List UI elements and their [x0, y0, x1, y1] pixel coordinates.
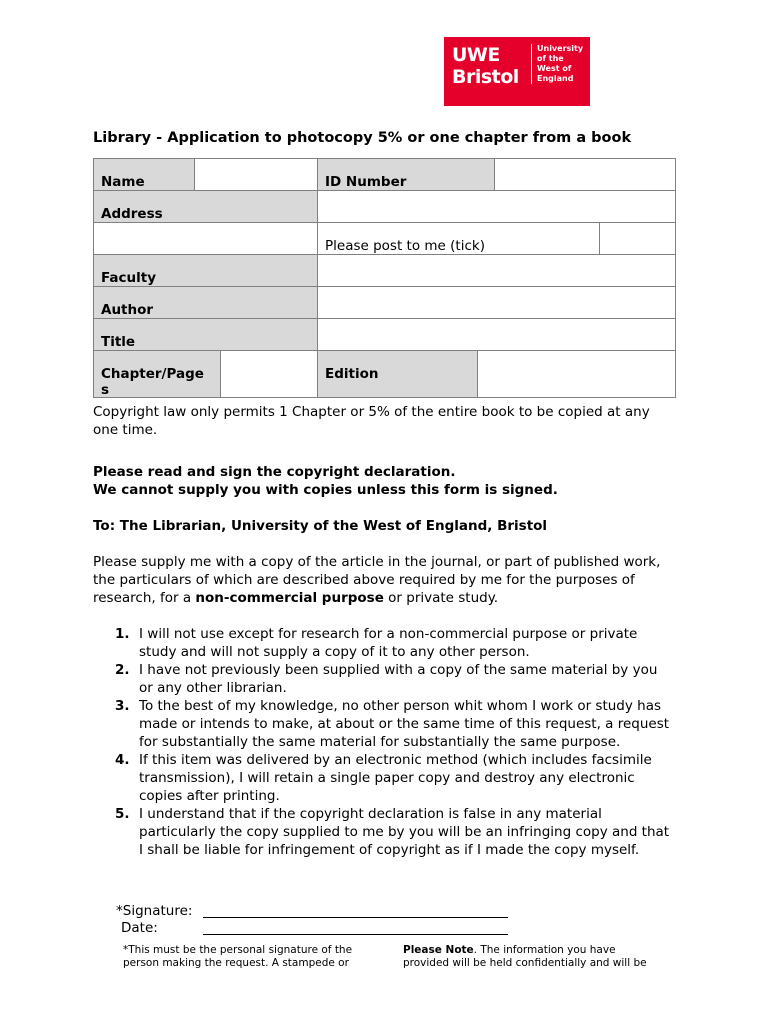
date-label: Date:	[121, 920, 158, 936]
declaration-warning	[93, 463, 673, 499]
copyright-note: Copyright law only permits 1 Chapter or 5% of the entire book to be copied at any one time.	[93, 404, 650, 438]
logo-subtitle	[537, 44, 583, 84]
list-item	[93, 805, 673, 859]
footnote-privacy-bold: Please Note	[403, 944, 474, 956]
logo-brand-line2: Bristol	[452, 66, 519, 88]
footnote-privacy-text: . The information you have provided will be held confidentially and will be	[403, 944, 647, 969]
logo-sub-line4: England	[537, 74, 574, 83]
list-item-number: 3.	[115, 698, 130, 714]
post-label: Please post to me (tick)	[325, 238, 485, 254]
faculty-label: Faculty	[101, 270, 157, 286]
request-part1: Please supply me with a copy of the article in the journal, or part of published work, the particulars of which are described above required by me for the purposes of research, for a	[93, 554, 661, 606]
logo-sub-line1: University	[537, 44, 584, 53]
logo-divider	[531, 44, 532, 84]
post-label-cell	[317, 222, 600, 255]
list-item-number: 4.	[115, 752, 130, 768]
declaration-list	[93, 625, 673, 859]
edition-label-cell	[317, 350, 478, 398]
list-item	[93, 697, 673, 751]
name-field[interactable]	[194, 158, 318, 191]
list-item-text: I will not use except for research for a non-commercial purpose or private study and will not supply a copy of it to any other person.	[139, 626, 638, 660]
faculty-field[interactable]	[317, 254, 676, 287]
id-label: ID Number	[325, 174, 407, 190]
chapter-label-cell	[93, 350, 221, 398]
address-label-cell	[93, 190, 318, 223]
chapter-pages-field[interactable]	[220, 350, 318, 398]
name-label-cell	[93, 158, 195, 191]
logo-sub-line2: of the	[537, 54, 564, 63]
request-paragraph	[93, 553, 673, 607]
author-field[interactable]	[317, 286, 676, 319]
chapter-label-line2: s	[101, 382, 110, 398]
page-title: Library - Application to photocopy 5% or one chapter from a book	[93, 130, 632, 146]
request-part2: or private study.	[383, 590, 499, 606]
list-item	[93, 661, 673, 697]
footnote-signature: *This must be the personal signature of the person making the request. A stampede or	[123, 944, 353, 969]
chapter-label	[101, 366, 204, 398]
id-label-cell	[317, 158, 495, 191]
edition-field[interactable]	[477, 350, 676, 398]
title-field[interactable]	[317, 318, 676, 351]
title-label-cell	[93, 318, 318, 351]
request-bold: non-commercial purpose	[195, 590, 384, 606]
list-item-number: 1.	[115, 626, 130, 642]
address-field-2[interactable]	[93, 222, 318, 255]
title-label: Title	[101, 334, 136, 350]
uwe-bristol-logo	[444, 37, 590, 106]
address-field-1[interactable]	[317, 190, 676, 223]
faculty-label-cell	[93, 254, 318, 287]
author-label-cell	[93, 286, 318, 319]
list-item-text: To the best of my knowledge, no other person whit whom I work or study has made or intends to make, at about or the same time of this request, a request for substantially the same material for substantially the same purpose.	[139, 698, 670, 750]
logo-brand	[452, 44, 519, 88]
warning-line-1: Please read and sign the copyright declaration.	[93, 464, 456, 480]
list-item-text: I understand that if the copyright declaration is false in any material particularly the copy supplied to me by you will be an infringing copy and that I shall be liable for infringement of copyright as if I made the copy myself.	[139, 806, 670, 858]
signature-label: *Signature:	[116, 903, 193, 919]
address-label: Address	[101, 206, 163, 222]
list-item	[93, 625, 673, 661]
edition-label: Edition	[325, 366, 379, 382]
post-tick-box[interactable]	[599, 222, 676, 255]
signature-line[interactable]	[203, 917, 508, 918]
footnote-privacy	[403, 944, 663, 970]
warning-line-2: We cannot supply you with copies unless this form is signed.	[93, 482, 558, 498]
list-item	[93, 751, 673, 805]
logo-brand-line1: UWE	[452, 44, 500, 66]
logo-sub-line3: West of	[537, 64, 572, 73]
name-label: Name	[101, 174, 145, 190]
list-item-number: 5.	[115, 806, 130, 822]
id-number-field[interactable]	[494, 158, 676, 191]
date-line[interactable]	[203, 934, 508, 935]
chapter-label-line1: Chapter/Page	[101, 366, 204, 382]
author-label: Author	[101, 302, 154, 318]
list-item-text: I have not previously been supplied with a copy of the same material by you or any other librarian.	[139, 662, 658, 696]
list-item-text: If this item was delivered by an electronic method (which includes facsimile transmission), I will retain a single paper copy and destroy any electronic copies after printing.	[139, 752, 652, 804]
to-librarian: To: The Librarian, University of the West of England, Bristol	[93, 518, 548, 534]
list-item-number: 2.	[115, 662, 130, 678]
